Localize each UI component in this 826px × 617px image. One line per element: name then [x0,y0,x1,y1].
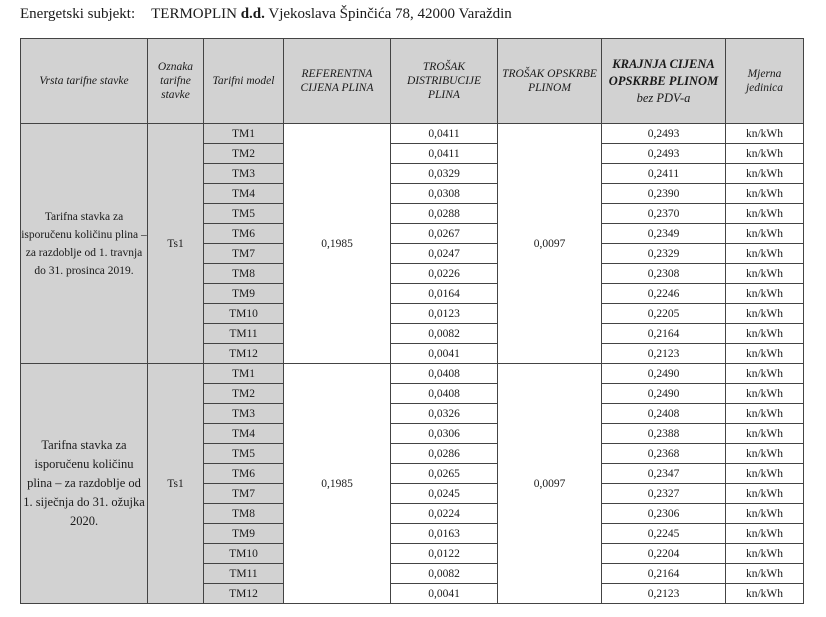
cell-final-price: 0,2123 [602,344,726,364]
cell-model: TM1 [204,364,284,384]
cell-unit: kn/kWh [726,424,804,444]
cell-final-price: 0,2411 [602,164,726,184]
cell-unit: kn/kWh [726,364,804,384]
cell-final-price: 0,2246 [602,284,726,304]
cell-distribution: 0,0226 [391,264,498,284]
cell-final-price: 0,2493 [602,144,726,164]
cell-model: TM12 [204,584,284,604]
cell-unit: kn/kWh [726,344,804,364]
header-distribution: TROŠAK DISTRIBUCIJE PLINA [391,39,498,124]
cell-distribution: 0,0267 [391,224,498,244]
header-supply: TROŠAK OPSKRBE PLINOM [498,39,602,124]
cell-model: TM12 [204,344,284,364]
header-final-main: KRAJNJA CIJENA OPSKRBE PLINOM [608,56,719,88]
cell-unit: kn/kWh [726,504,804,524]
cell-unit: kn/kWh [726,484,804,504]
cell-final-price: 0,2370 [602,204,726,224]
cell-model: TM4 [204,184,284,204]
cell-model: TM9 [204,524,284,544]
cell-unit: kn/kWh [726,324,804,344]
cell-model: TM8 [204,504,284,524]
header-reference: REFERENTNA CIJENA PLINA [284,39,391,124]
cell-model: TM8 [204,264,284,284]
cell-distribution: 0,0247 [391,244,498,264]
cell-distribution: 0,0245 [391,484,498,504]
table-header-row [21,39,804,124]
table-row [21,124,804,144]
group-supply-cost: 0,0097 [498,364,602,604]
cell-distribution: 0,0326 [391,404,498,424]
cell-distribution: 0,0041 [391,344,498,364]
header-code: Oznaka tarifne stavke [148,39,204,124]
cell-distribution: 0,0411 [391,124,498,144]
group-supply-cost: 0,0097 [498,124,602,364]
cell-final-price: 0,2205 [602,304,726,324]
cell-model: TM6 [204,224,284,244]
cell-distribution: 0,0265 [391,464,498,484]
cell-unit: kn/kWh [726,244,804,264]
company-name: TERMOPLIN [151,6,237,22]
cell-model: TM1 [204,124,284,144]
cell-final-price: 0,2493 [602,124,726,144]
group-code: Ts1 [148,364,204,604]
cell-distribution: 0,0082 [391,324,498,344]
cell-model: TM3 [204,164,284,184]
table-row [21,364,804,384]
group-code: Ts1 [148,124,204,364]
cell-unit: kn/kWh [726,564,804,584]
cell-final-price: 0,2329 [602,244,726,264]
cell-unit: kn/kWh [726,404,804,424]
tariff-table [20,38,804,604]
company-address: Vjekoslava Špinčića 78, 42000 Varaždin [268,6,512,22]
group-description: Tarifna stavka za isporučenu količinu plina – za razdoblje od 1. siječnja do 31. ožujka 2020. [21,364,148,604]
cell-unit: kn/kWh [726,124,804,144]
cell-model: TM11 [204,324,284,344]
cell-distribution: 0,0163 [391,524,498,544]
group-reference-price: 0,1985 [284,124,391,364]
cell-distribution: 0,0408 [391,384,498,404]
cell-final-price: 0,2347 [602,464,726,484]
cell-distribution: 0,0123 [391,304,498,324]
cell-final-price: 0,2490 [602,364,726,384]
cell-model: TM10 [204,544,284,564]
header-item: Vrsta tarifne stavke [21,39,148,124]
heading-label: Energetski subjekt: [20,6,136,22]
cell-model: TM6 [204,464,284,484]
cell-unit: kn/kWh [726,304,804,324]
cell-unit: kn/kWh [726,284,804,304]
cell-final-price: 0,2164 [602,324,726,344]
cell-unit: kn/kWh [726,384,804,404]
cell-final-price: 0,2368 [602,444,726,464]
cell-distribution: 0,0286 [391,444,498,464]
cell-final-price: 0,2490 [602,384,726,404]
cell-unit: kn/kWh [726,444,804,464]
cell-model: TM10 [204,304,284,324]
cell-model: TM9 [204,284,284,304]
cell-final-price: 0,2123 [602,584,726,604]
cell-distribution: 0,0164 [391,284,498,304]
cell-model: TM5 [204,444,284,464]
cell-unit: kn/kWh [726,164,804,184]
cell-distribution: 0,0308 [391,184,498,204]
company-suffix: d.d. [240,6,265,22]
cell-final-price: 0,2327 [602,484,726,504]
cell-final-price: 0,2308 [602,264,726,284]
cell-unit: kn/kWh [726,204,804,224]
cell-final-price: 0,2390 [602,184,726,204]
cell-model: TM3 [204,404,284,424]
cell-distribution: 0,0041 [391,584,498,604]
cell-distribution: 0,0411 [391,144,498,164]
cell-unit: kn/kWh [726,144,804,164]
cell-unit: kn/kWh [726,464,804,484]
cell-unit: kn/kWh [726,584,804,604]
cell-unit: kn/kWh [726,224,804,244]
cell-model: TM5 [204,204,284,224]
cell-model: TM7 [204,484,284,504]
cell-distribution: 0,0122 [391,544,498,564]
cell-unit: kn/kWh [726,184,804,204]
cell-unit: kn/kWh [726,524,804,544]
header-final-price [602,39,726,124]
cell-distribution: 0,0082 [391,564,498,584]
cell-distribution: 0,0329 [391,164,498,184]
header-model: Tarifni model [204,39,284,124]
header-unit: Mjerna jedinica [726,39,804,124]
cell-final-price: 0,2164 [602,564,726,584]
cell-model: TM4 [204,424,284,444]
cell-final-price: 0,2408 [602,404,726,424]
cell-distribution: 0,0306 [391,424,498,444]
cell-final-price: 0,2388 [602,424,726,444]
group-reference-price: 0,1985 [284,364,391,604]
cell-unit: kn/kWh [726,544,804,564]
cell-final-price: 0,2349 [602,224,726,244]
group-description: Tarifna stavka za isporučenu količinu plina – za razdoblje od 1. travnja do 31. prosinca 2019. [21,124,148,364]
header-final-sub: bez PDV-a [636,90,691,105]
cell-final-price: 0,2245 [602,524,726,544]
cell-model: TM7 [204,244,284,264]
cell-final-price: 0,2306 [602,504,726,524]
cell-distribution: 0,0224 [391,504,498,524]
cell-distribution: 0,0288 [391,204,498,224]
cell-model: TM2 [204,384,284,404]
cell-model: TM11 [204,564,284,584]
page-heading [20,4,512,24]
cell-unit: kn/kWh [726,264,804,284]
cell-distribution: 0,0408 [391,364,498,384]
cell-final-price: 0,2204 [602,544,726,564]
cell-model: TM2 [204,144,284,164]
